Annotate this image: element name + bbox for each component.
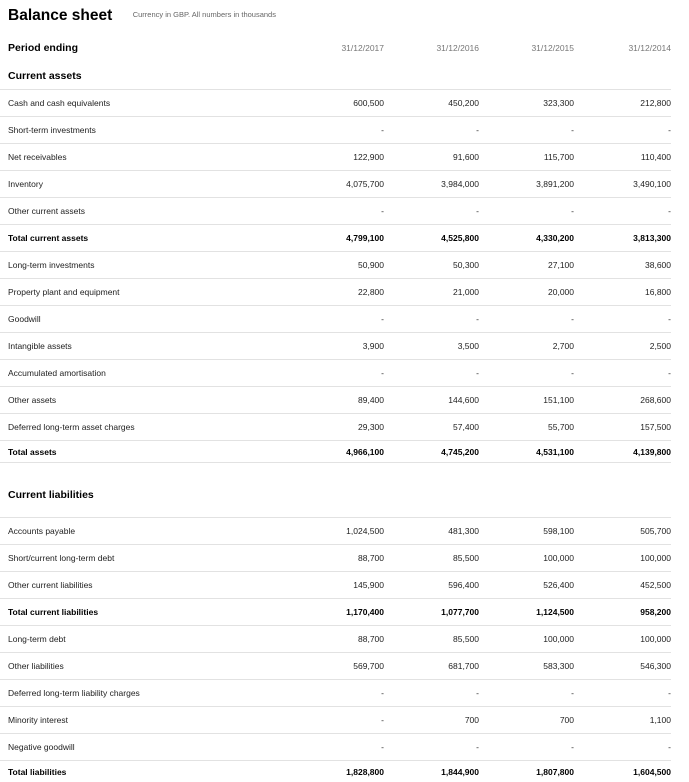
value-cell: 4,525,800 [384, 225, 479, 252]
value-cell: 4,531,100 [479, 441, 574, 463]
row-other-liabilities [0, 653, 671, 680]
value-cell: - [300, 198, 384, 225]
value-cell: 100,000 [574, 545, 671, 572]
row-long-term-debt [0, 626, 671, 653]
row-other-assets [0, 387, 671, 414]
value-cell: 1,807,800 [479, 761, 574, 782]
value-cell: 3,490,100 [574, 171, 671, 198]
row-negative-goodwill [0, 734, 671, 761]
value-cell: 323,300 [479, 90, 574, 117]
value-cell: 596,400 [384, 572, 479, 599]
row-label: Accounts payable [0, 518, 300, 545]
value-cell: 2,500 [574, 333, 671, 360]
value-cell: - [300, 306, 384, 333]
row-other-current-liabilities [0, 572, 671, 599]
value-cell: 22,800 [300, 279, 384, 306]
balance-sheet-table [0, 34, 671, 782]
value-cell: 212,800 [574, 90, 671, 117]
row-label: Net receivables [0, 144, 300, 171]
value-cell: 1,604,500 [574, 761, 671, 782]
value-cell: 1,100 [574, 707, 671, 734]
value-cell: 3,900 [300, 333, 384, 360]
row-label: Total assets [0, 441, 300, 463]
row-label: Long-term debt [0, 626, 300, 653]
value-cell: 450,200 [384, 90, 479, 117]
value-cell: 21,000 [384, 279, 479, 306]
row-label: Accumulated amortisation [0, 360, 300, 387]
value-cell: - [479, 360, 574, 387]
value-cell: 100,000 [479, 545, 574, 572]
value-cell: 85,500 [384, 545, 479, 572]
row-label: Negative goodwill [0, 734, 300, 761]
row-total-assets [0, 441, 671, 463]
balance-sheet-body [0, 62, 671, 782]
value-cell: 89,400 [300, 387, 384, 414]
value-cell: 145,900 [300, 572, 384, 599]
row-label: Property plant and equipment [0, 279, 300, 306]
value-cell: - [300, 707, 384, 734]
value-cell: - [384, 306, 479, 333]
value-cell: 2,700 [479, 333, 574, 360]
value-cell: - [479, 198, 574, 225]
row-label: Other assets [0, 387, 300, 414]
value-cell: 29,300 [300, 414, 384, 441]
row-deferred-long-term-liability-charges [0, 680, 671, 707]
value-cell: 1,077,700 [384, 599, 479, 626]
value-cell: 4,799,100 [300, 225, 384, 252]
value-cell: - [574, 680, 671, 707]
value-cell: 100,000 [479, 626, 574, 653]
currency-note: Currency in GBP. All numbers in thousands [133, 10, 276, 19]
value-cell: - [479, 680, 574, 707]
row-goodwill [0, 306, 671, 333]
value-cell: 452,500 [574, 572, 671, 599]
value-cell: 268,600 [574, 387, 671, 414]
value-cell: 3,891,200 [479, 171, 574, 198]
row-label: Goodwill [0, 306, 300, 333]
row-short-current-long-term-debt [0, 545, 671, 572]
value-cell: 55,700 [479, 414, 574, 441]
value-cell: 598,100 [479, 518, 574, 545]
section-heading-row [0, 472, 671, 518]
row-label: Short/current long-term debt [0, 545, 300, 572]
row-label: Deferred long-term asset charges [0, 414, 300, 441]
value-cell: 700 [479, 707, 574, 734]
row-label: Other current liabilities [0, 572, 300, 599]
value-cell: 88,700 [300, 626, 384, 653]
row-property-plant-and-equipment [0, 279, 671, 306]
value-cell: 115,700 [479, 144, 574, 171]
period-ending-label: Period ending [0, 34, 300, 62]
value-cell: 481,300 [384, 518, 479, 545]
row-label: Total current liabilities [0, 599, 300, 626]
value-cell: - [300, 117, 384, 144]
row-accumulated-amortisation [0, 360, 671, 387]
value-cell: 100,000 [574, 626, 671, 653]
section-title: Current assets [0, 62, 671, 90]
row-inventory [0, 171, 671, 198]
value-cell: 3,500 [384, 333, 479, 360]
value-cell: 110,400 [574, 144, 671, 171]
row-net-receivables [0, 144, 671, 171]
value-cell: - [300, 734, 384, 761]
page-title: Balance sheet [8, 7, 112, 25]
value-cell: 20,000 [479, 279, 574, 306]
value-cell: - [300, 680, 384, 707]
value-cell: 4,745,200 [384, 441, 479, 463]
value-cell: 546,300 [574, 653, 671, 680]
value-cell: 151,100 [479, 387, 574, 414]
value-cell: 700 [384, 707, 479, 734]
value-cell: 85,500 [384, 626, 479, 653]
value-cell: 50,900 [300, 252, 384, 279]
value-cell: - [384, 117, 479, 144]
row-cash-and-cash-equivalents [0, 90, 671, 117]
row-intangible-assets [0, 333, 671, 360]
period-header-cell: 31/12/2016 [384, 34, 479, 62]
section-title: Current liabilities [0, 472, 671, 518]
row-label: Total liabilities [0, 761, 300, 782]
value-cell: 50,300 [384, 252, 479, 279]
period-header-cell: 31/12/2015 [479, 34, 574, 62]
row-deferred-long-term-asset-charges [0, 414, 671, 441]
value-cell: - [384, 198, 479, 225]
value-cell: 57,400 [384, 414, 479, 441]
value-cell: 122,900 [300, 144, 384, 171]
row-other-current-assets [0, 198, 671, 225]
value-cell: - [479, 117, 574, 144]
section-heading-row [0, 62, 671, 90]
row-minority-interest [0, 707, 671, 734]
value-cell: - [574, 198, 671, 225]
value-cell: 38,600 [574, 252, 671, 279]
value-cell: 681,700 [384, 653, 479, 680]
value-cell: - [479, 734, 574, 761]
value-cell: - [574, 734, 671, 761]
value-cell: 1,024,500 [300, 518, 384, 545]
value-cell: 1,844,900 [384, 761, 479, 782]
value-cell: - [574, 360, 671, 387]
value-cell: 3,984,000 [384, 171, 479, 198]
value-cell: - [384, 360, 479, 387]
period-header-cell: 31/12/2017 [300, 34, 384, 62]
value-cell: 144,600 [384, 387, 479, 414]
row-total-current-assets [0, 225, 671, 252]
value-cell: 4,966,100 [300, 441, 384, 463]
value-cell: 16,800 [574, 279, 671, 306]
row-label: Short-term investments [0, 117, 300, 144]
row-label: Intangible assets [0, 333, 300, 360]
value-cell: - [384, 680, 479, 707]
row-total-liabilities [0, 761, 671, 782]
value-cell: 505,700 [574, 518, 671, 545]
row-short-term-investments [0, 117, 671, 144]
period-header-cell: 31/12/2014 [574, 34, 671, 62]
value-cell: 600,500 [300, 90, 384, 117]
value-cell: 569,700 [300, 653, 384, 680]
value-cell: 27,100 [479, 252, 574, 279]
value-cell: - [479, 306, 574, 333]
value-cell: 3,813,300 [574, 225, 671, 252]
value-cell: 958,200 [574, 599, 671, 626]
row-total-current-liabilities [0, 599, 671, 626]
value-cell: - [574, 306, 671, 333]
value-cell: 91,600 [384, 144, 479, 171]
row-label: Inventory [0, 171, 300, 198]
value-cell: 1,170,400 [300, 599, 384, 626]
period-header-row [0, 34, 671, 62]
row-label: Minority interest [0, 707, 300, 734]
row-accounts-payable [0, 518, 671, 545]
row-long-term-investments [0, 252, 671, 279]
row-label: Other current assets [0, 198, 300, 225]
value-cell: 4,330,200 [479, 225, 574, 252]
row-label: Other liabilities [0, 653, 300, 680]
value-cell: 1,828,800 [300, 761, 384, 782]
row-label: Deferred long-term liability charges [0, 680, 300, 707]
section-spacer [0, 463, 671, 473]
value-cell: 1,124,500 [479, 599, 574, 626]
page-header [8, 7, 276, 31]
row-label: Cash and cash equivalents [0, 90, 300, 117]
row-label: Total current assets [0, 225, 300, 252]
value-cell: 157,500 [574, 414, 671, 441]
value-cell: 4,139,800 [574, 441, 671, 463]
value-cell: - [384, 734, 479, 761]
row-label: Long-term investments [0, 252, 300, 279]
value-cell: - [574, 117, 671, 144]
value-cell: 526,400 [479, 572, 574, 599]
value-cell: 583,300 [479, 653, 574, 680]
value-cell: 4,075,700 [300, 171, 384, 198]
value-cell: 88,700 [300, 545, 384, 572]
value-cell: - [300, 360, 384, 387]
